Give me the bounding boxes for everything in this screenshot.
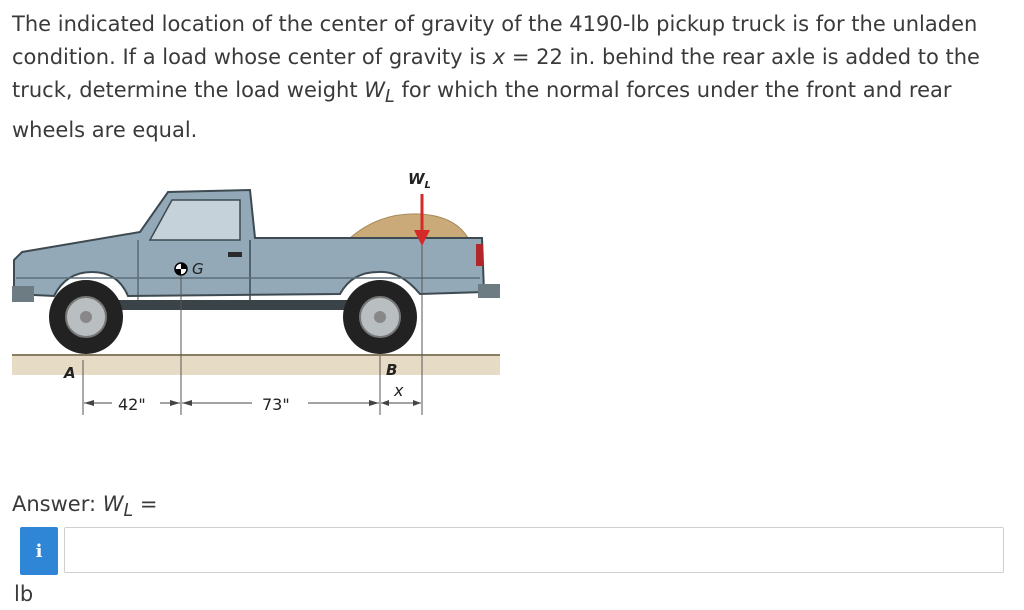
dim-73-arrow-left (182, 400, 192, 406)
front-contact-label: A (64, 364, 76, 382)
load-weight-variable: W (364, 78, 386, 102)
problem-text-3: for which the normal forces under the front and rear wheels are equal. (12, 78, 952, 143)
dim-42-arrow-right (170, 400, 180, 406)
dim-x-arrow-right (413, 400, 421, 406)
problem-text-2: = 22 in. behind the rear axle is added to the truck, determine the load weight (12, 45, 980, 102)
load-weight-subscript: L (385, 87, 395, 108)
truck-diagram (0, 160, 520, 420)
x-variable: x (492, 45, 506, 69)
dim-73-label: 73" (262, 395, 290, 414)
answer-variable: W (102, 492, 124, 516)
answer-variable-sub: L (123, 501, 134, 522)
problem-text-1: The indicated location of the center of gravity of the 4190-lb pickup truck is for the unladen condition. If a load whose center of gravity is (12, 12, 978, 69)
answer-label (12, 492, 158, 521)
problem-statement (12, 8, 1012, 147)
sand-load (350, 214, 468, 238)
front-wheel (49, 280, 123, 354)
dim-42-label: 42" (118, 395, 146, 414)
dim-x-label: x (394, 381, 404, 400)
rear-wheel (343, 280, 417, 354)
center-of-gravity-marker (175, 263, 187, 275)
load-label: $W_L$ (408, 170, 431, 191)
answer-row (20, 527, 1006, 575)
answer-prefix: Answer: (12, 492, 103, 516)
answer-input[interactable] (64, 527, 1004, 573)
answer-equals: = (133, 492, 158, 516)
dim-42-arrow-left (84, 400, 94, 406)
info-icon[interactable]: i (35, 540, 43, 562)
dim-x-arrow-left (381, 400, 389, 406)
dim-73-arrow-right (369, 400, 379, 406)
load-label-sub: L (424, 180, 431, 191)
cg-label: G (192, 260, 204, 278)
unit-label: lb (14, 582, 34, 606)
info-button[interactable] (20, 527, 58, 575)
rear-contact-label: B (386, 361, 398, 379)
ground (12, 355, 500, 375)
